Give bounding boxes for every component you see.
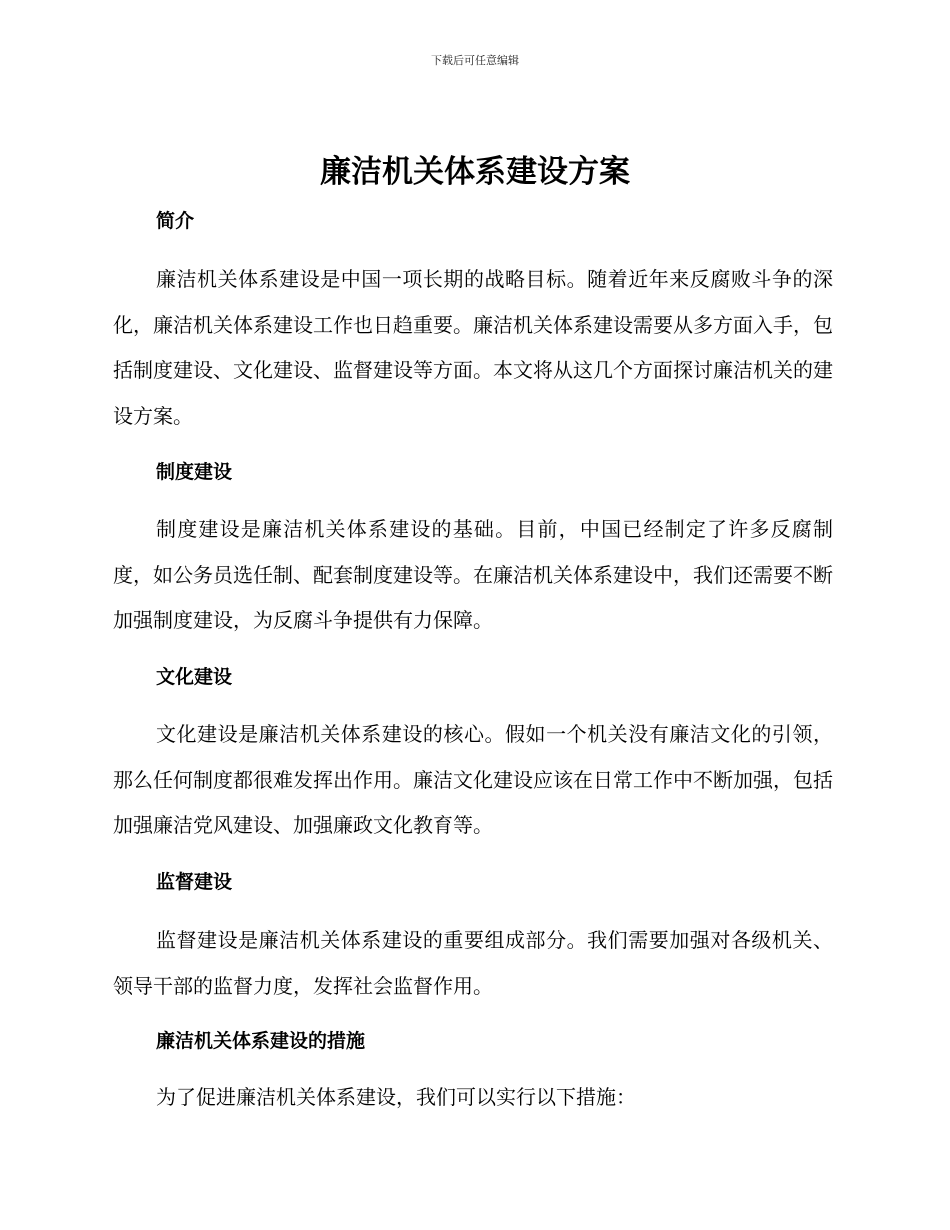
- section-body-culture: 文化建设是廉洁机关体系建设的核心。假如一个机关没有廉洁文化的引领，那么任何制度都很难发挥出作用。廉洁文化建设应该在日常工作中不断加强，包括加强廉洁党风建设、加强廉政文化教育等。: [113, 722, 833, 837]
- section-body-intro: 廉洁机关体系建设是中国一项长期的战略目标。随着近年来反腐败斗争的深化，廉洁机关体系建设工作也日趋重要。廉洁机关体系建设需要从多方面入手，包括制度建设、文化建设、监督建设等方面。本文将从这几个方面探讨廉洁机关的建设方案。: [113, 267, 833, 428]
- section-heading-supervision: 监督建设: [156, 871, 233, 893]
- document-title: 廉洁机关体系建设方案: [320, 154, 630, 190]
- section-body-supervision: 监督建设是廉洁机关体系建设的重要组成部分。我们需要加强对各级机关、领导干部的监督力度，发挥社会监督作用。: [113, 928, 833, 998]
- page-header-note: 下载后可任意编辑: [431, 54, 519, 67]
- section-body-institution: 制度建设是廉洁机关体系建设的基础。目前，中国已经制定了许多反腐制度，如公务员选任制、配套制度建设等。在廉洁机关体系建设中，我们还需要不断加强制度建设，为反腐斗争提供有力保障。: [113, 517, 833, 632]
- section-heading-culture: 文化建设: [156, 666, 233, 688]
- section-heading-intro: 简介: [156, 210, 195, 232]
- section-body-measures: 为了促进廉洁机关体系建设，我们可以实行以下措施：: [156, 1085, 636, 1109]
- section-heading-measures: 廉洁机关体系建设的措施: [156, 1030, 366, 1052]
- section-heading-institution: 制度建设: [156, 461, 233, 483]
